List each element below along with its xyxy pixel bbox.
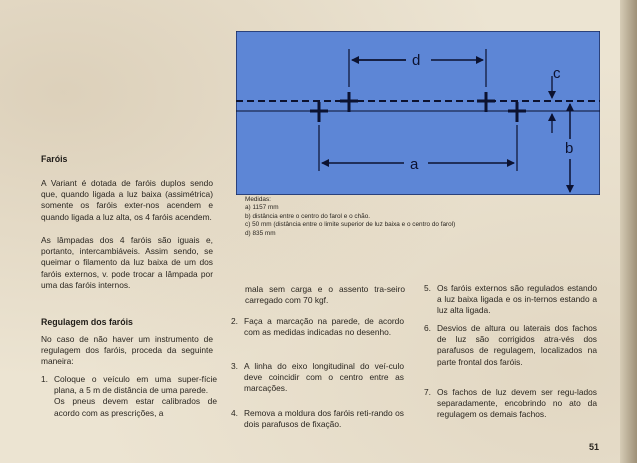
headlight-aiming-diagram xyxy=(236,31,600,195)
step-number: 1. xyxy=(41,374,48,384)
step-1 xyxy=(41,374,217,434)
page-number: 51 xyxy=(589,442,600,452)
book-spine xyxy=(620,0,637,463)
step-number: 7. xyxy=(424,387,431,397)
step-6 xyxy=(424,323,600,381)
step-4 xyxy=(231,408,407,432)
paragraph-procedure: No caso de não haver um instrumento de regulagem dos faróis, proceda da seguinte maneira: xyxy=(41,334,213,367)
step-1-continuation: mala sem carga e o assento tra-seiro carregado com 70 kgf. xyxy=(245,284,405,306)
step-7 xyxy=(424,387,600,433)
caption-line: a) 1157 mm xyxy=(245,204,279,212)
step-number: 3. xyxy=(231,361,238,371)
step-number: 4. xyxy=(231,408,238,418)
step-number: 5. xyxy=(424,283,431,293)
step-3 xyxy=(231,361,407,397)
step-2 xyxy=(231,316,407,352)
step-number: 2. xyxy=(231,316,238,326)
label-d: d xyxy=(412,52,421,69)
label-b: b xyxy=(565,140,574,157)
caption-title: Medidas: xyxy=(245,196,271,203)
step-text: Coloque o veículo em uma super-fície plana, a 5 m de distância de uma parede. Os pneus devem estar calibrados de acordo com as prescrições, a xyxy=(54,374,217,418)
subsection-title: Regulagem dos faróis xyxy=(41,317,133,327)
diagram-caption xyxy=(245,196,585,238)
caption-line: c) 50 mm (distância entre o limite superior de luz baixa e o centro do farol) xyxy=(245,221,456,229)
step-text: Os fachos de luz devem ser regu-lados separadamente, encobrindo no ato da regulagem os demais fachos. xyxy=(437,387,597,420)
paragraph-intro: A Variant é dotada de faróis duplos sendo que, quando ligada a luz baixa (assimétrica) somente os faróis exter-nos acendem e quando ligada a luz alta, os 4 faróis acendem. xyxy=(41,178,213,222)
step-5 xyxy=(424,283,600,319)
step-text: A linha do eixo longitudinal do veí-culo deve coincidir com o centro entre as marcações. xyxy=(244,361,404,394)
paragraph-lamps: As lâmpadas dos 4 faróis são iguais e, portanto, intercambiáveis. Assim sendo, se queimar o filamento da luz baixa de um dos faróis externos, v. pode trocar a lâmpada por uma das faróis internos. xyxy=(41,235,213,290)
step-text: Remova a moldura dos faróis reti-rando os dois parafusos de fixação. xyxy=(244,408,404,430)
label-a: a xyxy=(410,156,419,173)
caption-line: b) distância entre o centro do farol e o chão. xyxy=(245,212,371,220)
caption-line: d) 835 mm xyxy=(245,229,276,237)
step-text: Faça a marcação na parede, de acordo com as medidas indicadas no desenho. xyxy=(244,316,404,338)
section-title: Faróis xyxy=(41,154,68,164)
step-text: Desvios de altura ou laterais dos fachos de luz são corrigidos atra-vés dos parafusos de regulagem, localizados na parte frontal dos faróis. xyxy=(437,323,597,367)
step-number: 6. xyxy=(424,323,431,333)
step-text: Os faróis externos são regulados estando a luz baixa ligada e os in-ternos estando a luz alta ligada. xyxy=(437,283,597,316)
label-c: c xyxy=(553,65,561,82)
